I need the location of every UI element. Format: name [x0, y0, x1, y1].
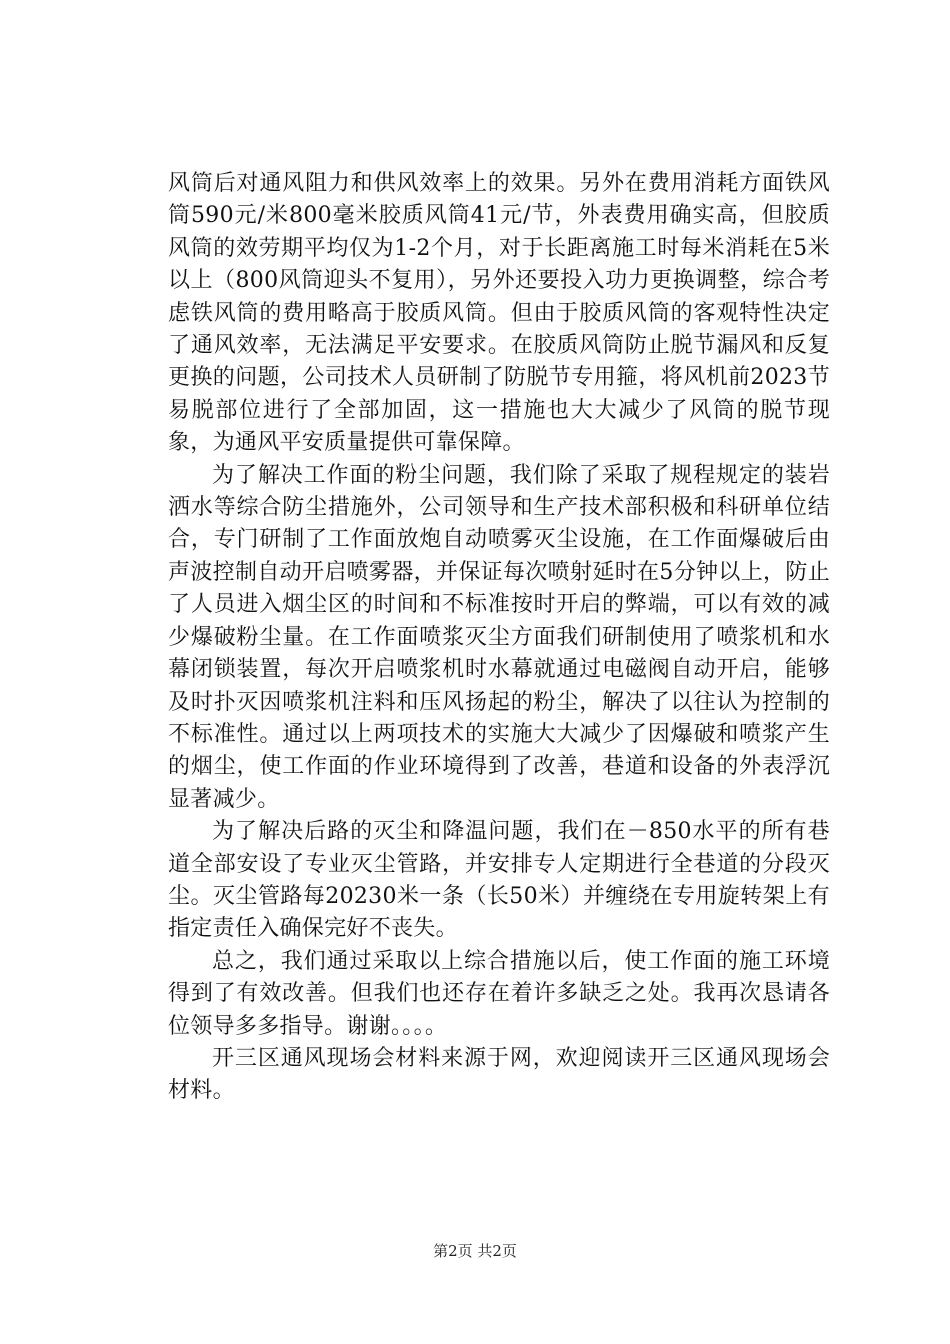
document-body — [168, 168, 830, 1108]
paragraph-3: 为了解决后路的灭尘和降温问题，我们在－850水平的所有巷道全部安设了专业灭尘管路，并安排专人定期进行全巷道的分段灭尘。灭尘管路每20230米一条（长50米）并缠绕在专用旋转架上有指定责任入确保完好不丧失。 — [168, 819, 830, 942]
page-footer: 第2页 共2页 — [433, 1242, 517, 1260]
paragraph-4: 总之，我们通过采取以上综合措施以后，使工作面的施工环境得到了有效改善。但我们也还存在着许多缺乏之处。我再次恳请各位领导多多指导。谢谢。。。。 — [168, 948, 830, 1039]
paragraph-2: 为了解决工作面的粉尘问题，我们除了采取了规程规定的装岩洒水等综合防尘措施外，公司领导和生产技术部积极和科研单位结合，专门研制了工作面放炮自动喷雾灭尘设施，在工作面爆破后由声波控制自动开启喷雾器，并保证每次喷射延时在5分钟以上，防止了人员进入烟尘区的时间和不标准按时开启的弊端，可以有效的减少爆破粉尘量。在工作面喷浆灭尘方面我们研制使用了喷浆机和水幕闭锁装置，每次开启喷浆机时水幕就通过电磁阀自动开启，能够及时扑灭因喷浆机注料和压风扬起的粉尘，解决了以往认为控制的不标准性。通过以上两项技术的实施大大减少了因爆破和喷浆产生的烟尘，使工作面的作业环境得到了改善，巷道和设备的外表浮沉显著减少。 — [168, 462, 830, 812]
paragraph-5: 开三区通风现场会材料来源于网，欢迎阅读开三区通风现场会材料。 — [168, 1045, 830, 1104]
paragraph-1: 风筒后对通风阻力和供风效率上的效果。另外在费用消耗方面铁风筒590元/米800毫米胶质风筒41元/节，外表费用确实高，但胶质风筒的效劳期平均仅为1-2个月，对于长距离施工时每米消耗在5米以上（800风筒迎头不复用），另外还要投入功力更换调整，综合考虑铁风筒的费用略高于胶质风筒。但由于胶质风筒的客观特性决定了通风效率，无法满足平安要求。在胶质风筒防止脱节漏风和反复更换的问题，公司技术人员研制了防脱节专用箍，将风机前2023节易脱部位进行了全部加固，这一措施也大大减少了风筒的脱节现象，为通风平安质量提供可靠保障。 — [168, 171, 830, 456]
